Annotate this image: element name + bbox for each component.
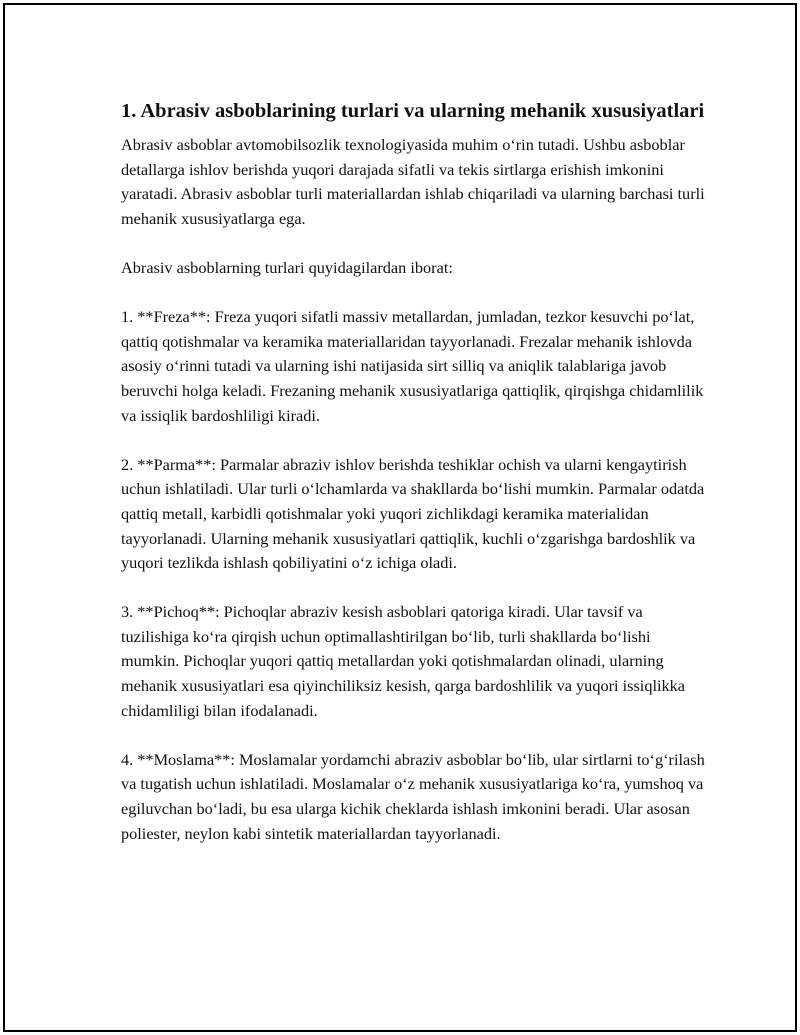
item-pichoq-paragraph: 3. **Pichoq**: Pichoqlar abraziv kesish asboblari qatoriga kiradi. Ular tavsif va tuzilishiga ko‘ra qirqish uchun optimallashtirilgan bo‘lib, turli shakllarda bo‘lishi mumkin. Pichoqlar yuqori qattiq metallardan yoki qotishmalardan olinadi, ularning mehanik xususiyatlari esa qiyinchiliksiz kesish, qarga bardoshlilik va yuqori issiqlikka chidamliligi bilan ifodalanadi.: [121, 602, 686, 720]
list-intro-paragraph: Abrasiv asboblarning turlari quyidagilardan iborat:: [121, 257, 453, 277]
page-frame: [3, 3, 797, 1032]
document-body: [121, 98, 711, 871]
item-moslama-paragraph: 4. **Moslama**: Moslamalar yordamchi abraziv asboblar bo‘lib, ular sirtlarni to‘g‘rilash va tugatish uchun ishlatiladi. Moslamalar o‘z mehanik xususiyatlariga ko‘ra, yumshoq va egiluvchan bo‘ladi, bu esa ularga kichik cheklarda ishlash imkonini beradi. Ular asosan poliester, neylon kabi sintetik materiallardan tayyorlanadi.: [121, 749, 705, 843]
section-title: 1. Abrasiv asboblarining turlari va ularning mehanik xususiyatlari: [121, 100, 705, 122]
item-parma-paragraph: 2. **Parma**: Parmalar abraziv ishlov berishda teshiklar ochish va ularni kengaytirish uchun ishlatiladi. Ular turli o‘lchamlarda va shakllarda bo‘lishi mumkin. Parmalar odatda qattiq metall, karbidli qotishmalar yoki yuqori zichlikdagi keramika materialidan tayyorlanadi. Ularning mehanik xususiyatlari qattiqlik, kuchli o‘zgarishga bardoshlik va yuqori tezlikda ishlash qobiliyatini o‘z ichiga oladi.: [121, 454, 705, 573]
intro-paragraph: Abrasiv asboblar avtomobilsozlik texnologiyasida muhim o‘rin tutadi. Ushbu asboblar detallarga ishlov berishda yuqori darajada sifatli va tekis sirtlarga erishish imkonini yaratadi. Abrasiv asboblar turli materiallardan ishlab chiqariladi va ularning barchasi turli mehanik xususiyatlarga ega.: [121, 135, 705, 228]
item-freza-paragraph: 1. **Freza**: Freza yuqori sifatli massiv metallardan, jumladan, tezkor kesuvchi po‘lat, qattiq qotishmalar va keramika materiallaridan tayyorlanadi. Frezalar mehanik ishlovda asosiy o‘rinni tutadi va ularning ishi natijasida sirt silliq va aniqlik talablariga javob beruvchi holga keladi. Frezaning mehanik xususiyatlariga qattiqlik, qirqishga chidamlilik va issiqlik bardoshliligi kiradi.: [121, 307, 704, 425]
